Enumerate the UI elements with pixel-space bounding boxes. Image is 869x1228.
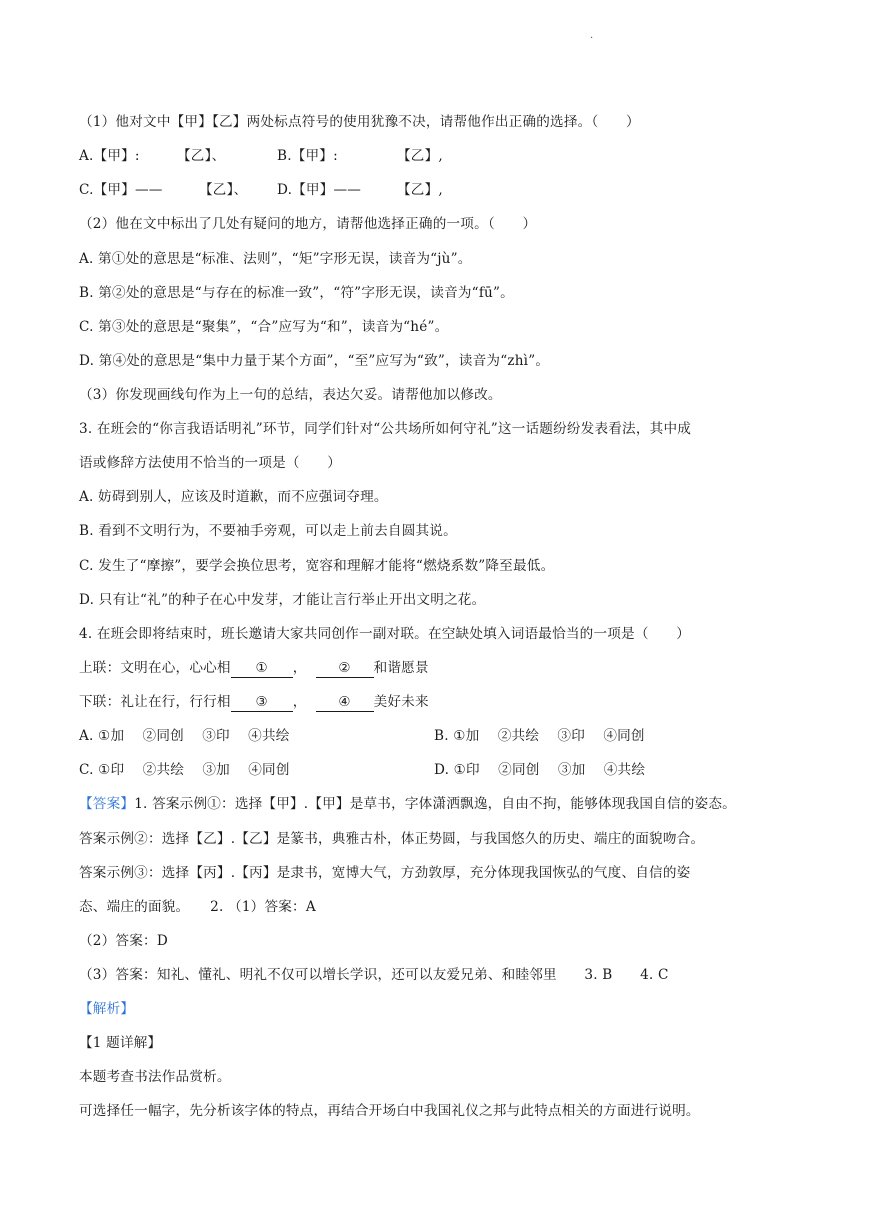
option-d-part2: 【乙】, xyxy=(397,182,443,198)
q4-option-a: A. ①加 ②同创 ③印 ④共绘 xyxy=(79,728,290,744)
q3-option-c: C. 发生了“摩擦”，要学会换位思考，宽容和理解才能将“燃烧系数”降至最低。 xyxy=(79,558,555,574)
q3-stem-line-1: 3. 在班会的“你言我语话明礼”环节，同学们针对“公共场所如何守礼”这一话题纷纷发表看法，其中成 xyxy=(79,421,692,437)
couplet-upper xyxy=(79,658,429,678)
answer-tag: 【答案】 xyxy=(79,796,135,812)
answer-line-5: （2）答案：D xyxy=(79,933,168,949)
q3-stem-line-2: 语或修辞方法使用不恰当的一项是（ ） xyxy=(79,455,342,471)
option-c-part2: 【乙】、 xyxy=(199,182,248,198)
q4-option-b: B. ①加 ②共绘 ③印 ④同创 xyxy=(434,728,645,744)
answer-line-1 xyxy=(79,794,736,814)
option-a-part2: 【乙】、 xyxy=(177,148,226,164)
option-b-part2: 【乙】, xyxy=(397,148,443,164)
q3-option-b: B. 看到不文明行为，不要袖手旁观，可以走上前去自圆其说。 xyxy=(79,523,457,539)
q2-sub2-option-d: D. 第④处的意思是“集中力量于某个方面”，“至”应写为“致”，读音为“zhì”。 xyxy=(79,353,550,369)
analysis-line-1: 本题考查书法作品赏析。 xyxy=(79,1069,231,1085)
option-a-part1: A.【甲】: xyxy=(79,148,140,164)
answer-line-4: 态、端庄的面貌。 2. （1）答案：A xyxy=(79,899,316,915)
answer-line-3: 答案示例③：选择【丙】.【丙】是隶书，宽博大气，方劲敦厚，充分体现我国恢弘的气度、自信的姿 xyxy=(79,865,691,881)
couplet-upper-suffix: 和谐愿景 xyxy=(373,660,429,676)
q2-sub1-options-row-2 xyxy=(79,180,443,200)
q2-sub1-options-row-1 xyxy=(79,146,443,166)
couplet-lower xyxy=(79,692,429,712)
analysis-line-2: 可选择任一幅字，先分析该字体的特点，再结合开场白中我国礼仪之邦与此特点相关的方面进行说明。 xyxy=(79,1103,700,1119)
couplet-lower-prefix: 下联：礼让在行，行行相 xyxy=(79,694,231,710)
q4-stem: 4. 在班会即将结束时，班长邀请大家共同创作一副对联。在空缺处填入词语最恰当的一项是（ ） xyxy=(79,626,691,642)
q4-option-d: D. ①印 ②同创 ③加 ④共绘 xyxy=(434,762,646,778)
option-b-part1: B.【甲】: xyxy=(277,148,338,164)
q2-sub1-stem: （1）他对文中【甲】【乙】两处标点符号的使用犹豫不决，请帮他作出正确的选择。（ ） xyxy=(79,114,640,130)
q2-sub3-stem: （3）你发现画线句作为上一句的总结，表达欠妥。请帮他加以修改。 xyxy=(79,387,502,403)
q2-sub2-option-b: B. 第②处的意思是“与存在的标准一致”，“符”字形无误，读音为“fū”。 xyxy=(79,285,514,301)
analysis-tag: 【解析】 xyxy=(79,1001,135,1017)
option-c-part1: C.【甲】—— xyxy=(79,182,163,198)
q2-sub2-option-c: C. 第③处的意思是“聚集”，“合”应写为“和”，读音为“hé”。 xyxy=(79,319,449,335)
q3-option-a: A. 妨碍到别人，应该及时道歉，而不应强词夺理。 xyxy=(79,489,388,505)
couplet-blank-2: ② xyxy=(316,660,374,678)
answer-text-1: 1. 答案示例①：选择【甲】.【甲】是草书，字体潇洒飘逸，自由不拘，能够体现我国自信的姿态。 xyxy=(134,796,736,812)
q4-options-row-2 xyxy=(79,760,645,780)
header-dot: . xyxy=(590,30,594,41)
couplet-upper-prefix: 上联：文明在心，心心相 xyxy=(79,660,231,676)
couplet-lower-suffix: 美好未来 xyxy=(373,694,429,710)
q4-option-c: C. ①印 ②共绘 ③加 ④同创 xyxy=(79,762,290,778)
answer-line-2: 答案示例②：选择【乙】.【乙】是篆书，典雅古朴，体正势圆，与我国悠久的历史、端庄的面貌吻合。 xyxy=(79,831,705,847)
q2-sub2-stem: （2）他在文中标出了几处有疑问的地方，请帮他选择正确的一项。（ ） xyxy=(79,216,537,232)
couplet-upper-sep: ， xyxy=(292,660,307,676)
answer-line-6: （3）答案：知礼、懂礼、明礼不仅可以增长学识，还可以友爱兄弟、和睦邻里 3. B 4. C xyxy=(79,967,669,983)
q3-option-d: D. 只有让“礼”的种子在心中发芽，才能让言行举止开出文明之花。 xyxy=(79,592,486,608)
q2-sub2-option-a: A. 第①处的意思是“标准、法则”，“矩”字形无误，读音为“jù”。 xyxy=(79,251,472,267)
analysis-subtitle: 【1 题详解】 xyxy=(79,1035,162,1051)
couplet-lower-sep: ， xyxy=(292,694,307,710)
couplet-blank-1: ① xyxy=(231,660,293,678)
option-d-part1: D.【甲】—— xyxy=(277,182,362,198)
couplet-blank-4: ④ xyxy=(316,694,374,712)
couplet-blank-3: ③ xyxy=(231,694,293,712)
q4-options-row-1 xyxy=(79,726,645,746)
